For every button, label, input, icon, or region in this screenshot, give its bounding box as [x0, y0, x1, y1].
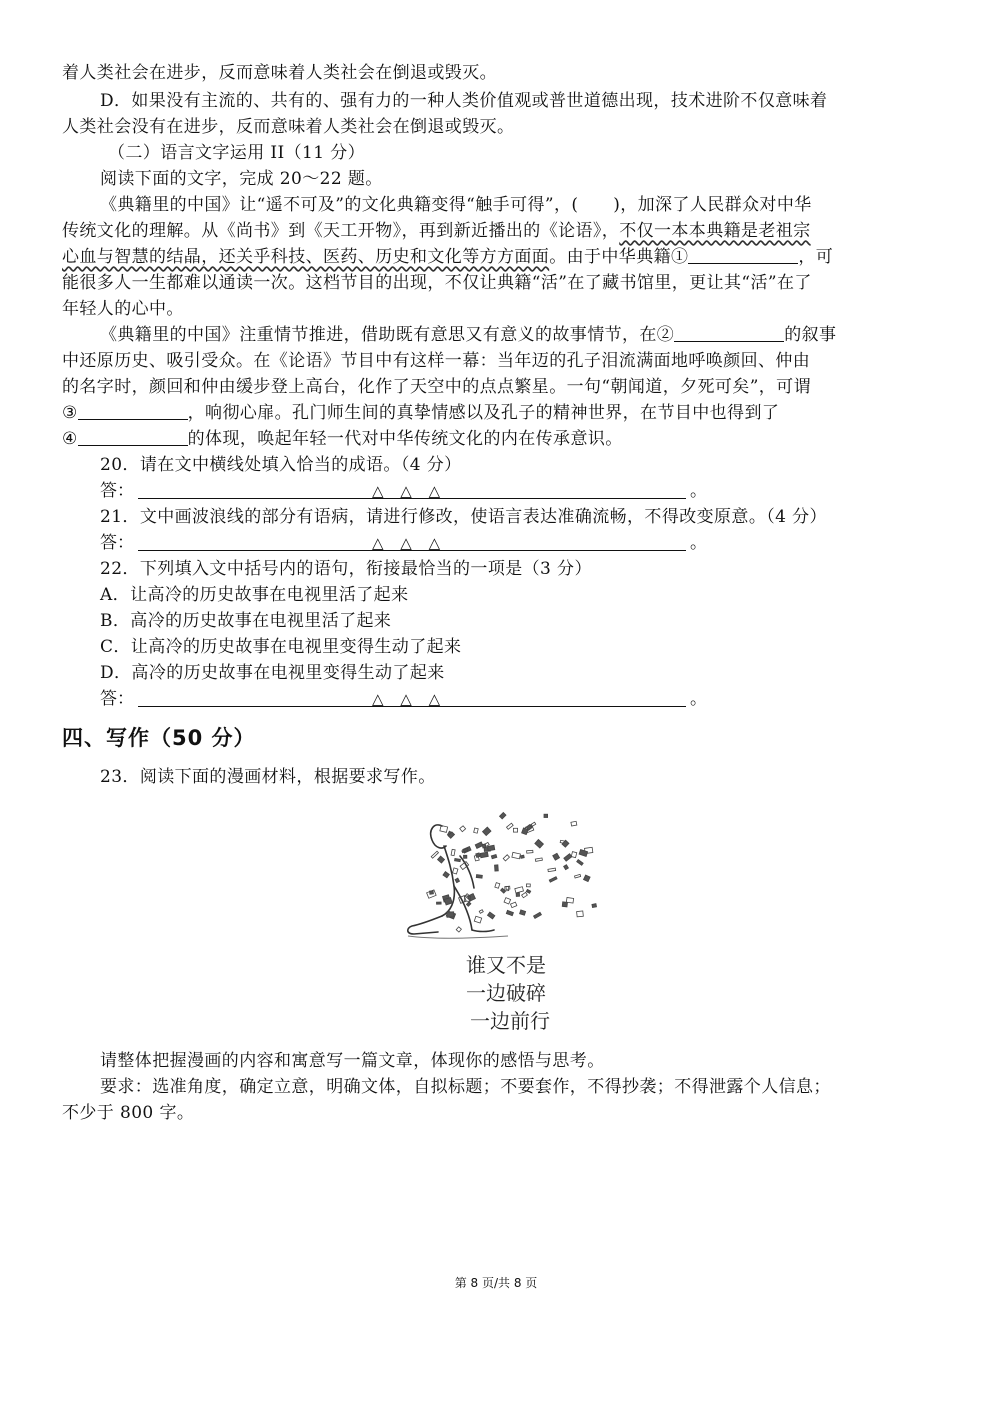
passage-p1-line1: 《典籍里的中国》让“遥不可及”的文化典籍变得“触手可得”，( )，加深了人民群众对中华	[100, 195, 812, 215]
question-22: 22．下列填入文中括号内的语句，衔接最恰当的一项是（3 分）	[100, 559, 592, 579]
option-c-continuation: 着人类社会在进步，反而意味着人类社会在倒退或毁灭。	[62, 63, 497, 83]
option-d-line1: D．如果没有主流的、共有的、强有力的一种人类价值观或普世道德出现，技术进阶不仅意味着	[100, 91, 828, 111]
paper-fragment	[553, 853, 560, 860]
writing-prompt: 请整体把握漫画的内容和寓意写一篇文章，体现你的感悟与思考。	[100, 1051, 605, 1071]
passage-text: ③	[62, 403, 78, 423]
paper-fragment	[548, 868, 556, 872]
option-c: C．让高冷的历史故事在电视里变得生动了起来	[100, 637, 462, 657]
paper-fragment	[456, 927, 461, 932]
paper-fragment	[451, 849, 455, 855]
paper-fragment	[507, 823, 514, 829]
paper-fragment	[495, 865, 499, 871]
paper-fragment	[511, 902, 517, 908]
triangle-marks: △ △ △	[372, 690, 447, 708]
wavy-underlined-text: 心血与智慧的结晶，还关乎科技、医药、历史和文化等方方面面	[62, 247, 550, 267]
subsection-title: （二）语言文字运用 II（11 分）	[108, 143, 366, 163]
passage-p2-line3: 的名字时，颜回和仲由缓步登上高台，化作了天空中的点点繁星。一句“朝闻道，夕死可矣”，可谓	[62, 377, 811, 397]
paper-fragment	[583, 875, 590, 882]
paper-fragment	[437, 902, 442, 904]
paper-fragment	[579, 850, 588, 857]
triangle-marks: △ △ △	[372, 482, 447, 500]
paper-fragment	[520, 855, 524, 858]
answer-label: 答：	[100, 689, 134, 709]
passage-p2-line1	[100, 322, 960, 348]
passage-text: 《典籍里的中国》注重情节推进，借助既有意思又有意义的故事情节，在②	[100, 325, 675, 345]
paper-fragment	[562, 902, 567, 907]
paper-fragment	[460, 826, 466, 832]
paper-fragment	[443, 872, 449, 878]
comic-caption-3: 一边前行	[470, 1009, 550, 1033]
paper-fragment	[592, 904, 597, 908]
paper-fragment	[506, 910, 513, 915]
question-20: 20．请在文中横线处填入恰当的成语。（4 分）	[100, 455, 462, 475]
passage-p1-line3	[62, 244, 922, 270]
paper-fragment	[455, 878, 460, 883]
paper-fragment	[534, 912, 542, 918]
passage-text: 传统文化的理解。从《尚书》到《天工开物》，再到新近播出的《论语》，	[62, 221, 620, 241]
paper-fragment	[474, 916, 481, 923]
paper-fragment	[430, 891, 434, 895]
reading-instruction: 阅读下面的文字，完成 20～22 题。	[100, 169, 383, 189]
passage-text: 。由于中华典籍①	[549, 247, 689, 267]
paper-fragment	[438, 856, 445, 863]
paper-fragment	[476, 853, 480, 858]
comic-caption-1: 谁又不是	[466, 953, 546, 977]
paper-fragment	[483, 827, 492, 835]
paper-fragment	[476, 875, 482, 879]
paper-fragment	[512, 852, 521, 858]
paper-fragment	[453, 868, 458, 874]
passage-p1-line2	[62, 218, 922, 244]
paper-fragment	[526, 889, 531, 893]
paper-fragment	[464, 855, 467, 858]
paper-fragment	[466, 902, 471, 907]
passage-p2-line4	[62, 400, 922, 426]
passage-text: 的叙事	[784, 325, 837, 345]
paper-fragment	[571, 821, 577, 826]
paper-fragment	[520, 910, 526, 915]
comic-illustration	[398, 806, 628, 1036]
paper-fragment	[515, 887, 524, 893]
answer-label: 答：	[100, 481, 134, 501]
paper-fragment	[516, 893, 519, 897]
answer-end: 。	[690, 533, 707, 553]
paper-fragment	[577, 860, 584, 866]
option-d: D．高冷的历史故事在电视里变得生动了起来	[100, 663, 445, 683]
paper-fragment	[491, 854, 497, 858]
paper-fragment	[544, 814, 548, 817]
paper-fragment	[577, 911, 584, 917]
option-a: A．让高冷的历史故事在电视里活了起来	[100, 585, 409, 605]
paper-fragment	[495, 883, 500, 889]
paper-fragment	[526, 884, 530, 887]
paper-fragment	[527, 850, 533, 853]
paper-fragment	[500, 812, 507, 819]
option-b: B．高冷的历史故事在电视里活了起来	[100, 611, 392, 631]
wavy-underlined-text: 不仅一本本典籍是老祖宗	[619, 221, 811, 241]
section-4-heading: 四、写作（50 分）	[62, 726, 256, 750]
paper-fragment	[562, 840, 569, 847]
blank-4	[78, 427, 188, 446]
passage-text: ，响彻心扉。孔门师生间的真挚情感以及孔子的精神世界，在节目中也得到了	[187, 403, 780, 423]
paper-fragment	[504, 898, 511, 904]
paper-fragment	[549, 877, 557, 882]
option-d-line2: 人类社会没有在进步，反而意味着人类社会在倒退或毁灭。	[62, 117, 515, 137]
paper-fragment	[564, 854, 572, 861]
paper-fragment	[503, 855, 509, 861]
paper-fragment	[531, 822, 536, 827]
answer-label: 答：	[100, 533, 134, 553]
paper-fragment	[506, 886, 510, 889]
paper-fragment	[440, 826, 448, 833]
blank-1	[688, 245, 798, 264]
passage-p1-line4: 能很多人一生都难以通读一次。这档节目的出现，不仅让典籍“活”在了藏书馆里，更让其“活”在了	[62, 273, 812, 293]
paper-fragment	[431, 851, 438, 858]
answer-end: 。	[690, 689, 707, 709]
paper-fragment	[575, 874, 581, 878]
paper-fragment	[564, 865, 569, 870]
paper-fragment	[522, 892, 528, 897]
paper-fragment	[535, 840, 544, 849]
passage-p2-line5	[62, 426, 922, 452]
question-21: 21．文中画波浪线的部分有语病，请进行修改，使语言表达准确流畅，不得改变原意。（4 分）	[100, 507, 827, 527]
question-23: 23．阅读下面的漫画材料，根据要求写作。	[100, 767, 436, 787]
page-footer: 第 8 页/共 8 页	[454, 1276, 538, 1290]
blank-3	[78, 401, 188, 420]
paper-fragment	[480, 852, 488, 858]
writing-requirements-line2: 不少于 800 字。	[62, 1103, 195, 1123]
passage-text: ，可	[798, 247, 834, 267]
paper-fragment	[505, 886, 509, 890]
passage-p2-line2: 中还原历史、吸引受众。在《论语》节目中有这样一幕：当年迈的孔子泪流满面地呼唤颜回、仲由	[62, 351, 811, 371]
answer-end: 。	[690, 481, 707, 501]
paper-fragment	[447, 912, 454, 918]
paper-fragment	[513, 828, 517, 832]
blank-2	[674, 323, 784, 342]
passage-text: ④	[62, 429, 78, 449]
paper-fragment	[474, 828, 479, 833]
passage-text: 的体现，唤起年轻一代对中华传统文化的内在传承意识。	[187, 429, 623, 449]
passage-p1-line5: 年轻人的心中。	[62, 299, 184, 319]
paper-fragment	[488, 845, 495, 851]
writing-requirements-line1: 要求：选准角度，确定立意，明确文体，自拟标题；不要套作，不得抄袭；不得泄露个人信息；	[100, 1077, 831, 1097]
paper-fragment	[455, 859, 461, 862]
paper-fragment	[475, 842, 483, 848]
paper-fragment	[487, 912, 494, 919]
paper-fragment	[479, 910, 483, 914]
comic-caption-2: 一边破碎	[466, 981, 546, 1005]
paper-fragment	[535, 858, 542, 861]
triangle-marks: △ △ △	[372, 534, 447, 552]
